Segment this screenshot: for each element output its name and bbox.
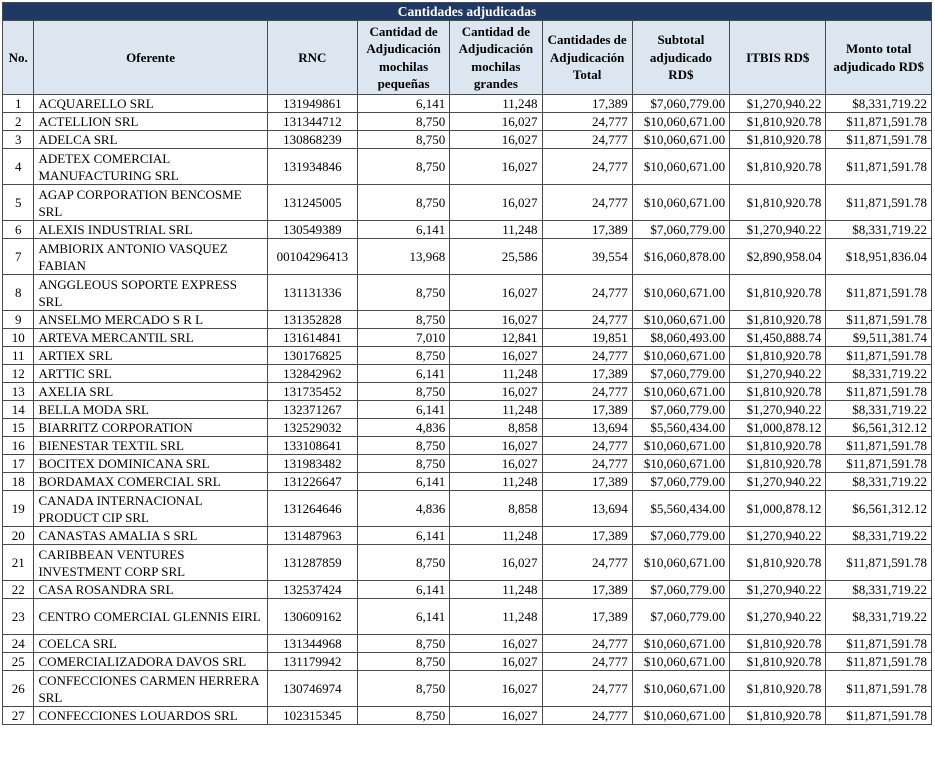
cell-no: 20 (3, 527, 34, 545)
cell-itbis: $1,270,940.22 (730, 401, 826, 419)
cell-large-qty: 16,027 (450, 149, 542, 185)
cell-oferente: ACQUARELLO SRL (34, 95, 267, 113)
cell-subtotal: $10,060,671.00 (632, 671, 729, 707)
cell-large-qty: 11,248 (450, 95, 542, 113)
cell-rnc: 132371267 (267, 401, 357, 419)
cell-total-amount: $8,331,719.22 (826, 599, 932, 635)
cell-small-qty: 6,141 (357, 221, 449, 239)
cell-oferente: ARTEVA MERCANTIL SRL (34, 329, 267, 347)
cell-itbis: $1,270,940.22 (730, 527, 826, 545)
cell-itbis: $1,000,878.12 (730, 419, 826, 437)
cell-total-amount: $11,871,591.78 (826, 275, 932, 311)
cell-subtotal: $7,060,779.00 (632, 581, 729, 599)
cell-itbis: $1,000,878.12 (730, 491, 826, 527)
cell-total-amount: $11,871,591.78 (826, 545, 932, 581)
cell-total-amount: $11,871,591.78 (826, 347, 932, 365)
cell-itbis: $2,890,958.04 (730, 239, 826, 275)
cell-oferente: ARTIEX SRL (34, 347, 267, 365)
cell-total-qty: 24,777 (542, 131, 632, 149)
cell-large-qty: 11,248 (450, 527, 542, 545)
cell-large-qty: 8,858 (450, 491, 542, 527)
cell-small-qty: 7,010 (357, 329, 449, 347)
cell-rnc: 131934846 (267, 149, 357, 185)
cell-total-amount: $6,561,312.12 (826, 491, 932, 527)
cell-total-amount: $11,871,591.78 (826, 383, 932, 401)
cell-subtotal: $10,060,671.00 (632, 347, 729, 365)
cell-oferente: AXELIA SRL (34, 383, 267, 401)
cell-itbis: $1,810,920.78 (730, 113, 826, 131)
cell-subtotal: $10,060,671.00 (632, 455, 729, 473)
cell-large-qty: 16,027 (450, 347, 542, 365)
cell-total-qty: 17,389 (542, 221, 632, 239)
cell-oferente: BOCITEX DOMINICANA SRL (34, 455, 267, 473)
cell-oferente: CONFECCIONES LOUARDOS SRL (34, 707, 267, 725)
cell-total-amount: $11,871,591.78 (826, 131, 932, 149)
cell-subtotal: $10,060,671.00 (632, 185, 729, 221)
cell-no: 14 (3, 401, 34, 419)
cell-total-qty: 24,777 (542, 311, 632, 329)
cell-total-qty: 13,694 (542, 491, 632, 527)
cell-rnc: 102315345 (267, 707, 357, 725)
cell-no: 12 (3, 365, 34, 383)
cell-small-qty: 6,141 (357, 401, 449, 419)
cell-small-qty: 8,750 (357, 149, 449, 185)
cell-total-amount: $11,871,591.78 (826, 455, 932, 473)
cell-total-qty: 24,777 (542, 113, 632, 131)
cell-oferente: CANASTAS AMALIA S SRL (34, 527, 267, 545)
cell-large-qty: 16,027 (450, 185, 542, 221)
cell-no: 1 (3, 95, 34, 113)
cell-oferente: ARTTIC SRL (34, 365, 267, 383)
cell-small-qty: 8,750 (357, 635, 449, 653)
cell-rnc: 131352828 (267, 311, 357, 329)
cell-oferente: BIENESTAR TEXTIL SRL (34, 437, 267, 455)
cell-no: 26 (3, 671, 34, 707)
cell-total-qty: 17,389 (542, 581, 632, 599)
cell-total-amount: $8,331,719.22 (826, 527, 932, 545)
cell-total-qty: 24,777 (542, 437, 632, 455)
cell-itbis: $1,810,920.78 (730, 455, 826, 473)
cell-large-qty: 11,248 (450, 473, 542, 491)
table-row (3, 527, 932, 545)
cell-total-qty: 17,389 (542, 599, 632, 635)
cell-total-amount: $8,331,719.22 (826, 473, 932, 491)
cell-total-qty: 17,389 (542, 95, 632, 113)
cell-total-amount: $11,871,591.78 (826, 113, 932, 131)
cell-subtotal: $7,060,779.00 (632, 95, 729, 113)
cell-no: 2 (3, 113, 34, 131)
cell-small-qty: 8,750 (357, 311, 449, 329)
cell-small-qty: 6,141 (357, 599, 449, 635)
cell-total-qty: 17,389 (542, 365, 632, 383)
cell-rnc: 130868239 (267, 131, 357, 149)
cell-large-qty: 16,027 (450, 635, 542, 653)
table-row (3, 185, 932, 221)
cell-total-qty: 24,777 (542, 455, 632, 473)
cell-oferente: CANADA INTERNACIONAL PRODUCT CIP SRL (34, 491, 267, 527)
cell-rnc: 130176825 (267, 347, 357, 365)
cell-large-qty: 16,027 (450, 545, 542, 581)
cell-rnc: 131245005 (267, 185, 357, 221)
cell-total-amount: $11,871,591.78 (826, 671, 932, 707)
cell-small-qty: 8,750 (357, 545, 449, 581)
cell-itbis: $1,450,888.74 (730, 329, 826, 347)
cell-subtotal: $10,060,671.00 (632, 545, 729, 581)
cell-no: 16 (3, 437, 34, 455)
cell-no: 21 (3, 545, 34, 581)
cell-total-amount: $11,871,591.78 (826, 707, 932, 725)
cell-large-qty: 16,027 (450, 275, 542, 311)
table-row (3, 635, 932, 653)
cell-subtotal: $10,060,671.00 (632, 149, 729, 185)
table-row (3, 419, 932, 437)
cell-rnc: 00104296413 (267, 239, 357, 275)
cell-large-qty: 16,027 (450, 437, 542, 455)
cell-rnc: 131226647 (267, 473, 357, 491)
cell-itbis: $1,810,920.78 (730, 131, 826, 149)
cell-subtotal: $10,060,671.00 (632, 635, 729, 653)
cell-itbis: $1,810,920.78 (730, 635, 826, 653)
cell-no: 27 (3, 707, 34, 725)
cell-subtotal: $16,060,878.00 (632, 239, 729, 275)
cell-total-amount: $8,331,719.22 (826, 221, 932, 239)
cell-small-qty: 8,750 (357, 671, 449, 707)
cell-subtotal: $10,060,671.00 (632, 707, 729, 725)
cell-subtotal: $10,060,671.00 (632, 311, 729, 329)
cell-subtotal: $7,060,779.00 (632, 599, 729, 635)
cell-no: 18 (3, 473, 34, 491)
cell-oferente: CASA ROSANDRA SRL (34, 581, 267, 599)
cell-small-qty: 6,141 (357, 473, 449, 491)
cell-large-qty: 16,027 (450, 707, 542, 725)
cell-total-amount: $6,561,312.12 (826, 419, 932, 437)
cell-subtotal: $7,060,779.00 (632, 473, 729, 491)
cell-small-qty: 8,750 (357, 383, 449, 401)
cell-itbis: $1,810,920.78 (730, 653, 826, 671)
cell-no: 3 (3, 131, 34, 149)
cell-no: 8 (3, 275, 34, 311)
cell-small-qty: 8,750 (357, 185, 449, 221)
cell-large-qty: 16,027 (450, 671, 542, 707)
cell-itbis: $1,810,920.78 (730, 671, 826, 707)
cell-itbis: $1,810,920.78 (730, 545, 826, 581)
cell-no: 15 (3, 419, 34, 437)
cell-itbis: $1,810,920.78 (730, 149, 826, 185)
cell-subtotal: $10,060,671.00 (632, 113, 729, 131)
cell-large-qty: 11,248 (450, 365, 542, 383)
cell-total-amount: $18,951,836.04 (826, 239, 932, 275)
cell-rnc: 131949861 (267, 95, 357, 113)
table-row (3, 707, 932, 725)
cell-total-qty: 13,694 (542, 419, 632, 437)
cell-large-qty: 16,027 (450, 653, 542, 671)
cell-no: 6 (3, 221, 34, 239)
cell-total-amount: $11,871,591.78 (826, 635, 932, 653)
cell-subtotal: $10,060,671.00 (632, 275, 729, 311)
cell-total-qty: 24,777 (542, 383, 632, 401)
cell-no: 13 (3, 383, 34, 401)
table-row (3, 95, 932, 113)
cell-small-qty: 13,968 (357, 239, 449, 275)
cell-subtotal: $7,060,779.00 (632, 527, 729, 545)
cell-oferente: BIARRITZ CORPORATION (34, 419, 267, 437)
cell-itbis: $1,270,940.22 (730, 365, 826, 383)
table-row (3, 437, 932, 455)
table-row (3, 329, 932, 347)
cell-no: 9 (3, 311, 34, 329)
cell-total-qty: 24,777 (542, 275, 632, 311)
table-row (3, 401, 932, 419)
cell-itbis: $1,810,920.78 (730, 707, 826, 725)
cell-total-amount: $9,511,381.74 (826, 329, 932, 347)
table-row (3, 491, 932, 527)
cell-no: 22 (3, 581, 34, 599)
cell-total-qty: 24,777 (542, 707, 632, 725)
cell-small-qty: 8,750 (357, 113, 449, 131)
table-row (3, 473, 932, 491)
cell-oferente: ADELCA SRL (34, 131, 267, 149)
table-row (3, 671, 932, 707)
cell-total-qty: 24,777 (542, 545, 632, 581)
cell-oferente: CARIBBEAN VENTURES INVESTMENT CORP SRL (34, 545, 267, 581)
cell-itbis: $1,810,920.78 (730, 275, 826, 311)
cell-total-qty: 24,777 (542, 185, 632, 221)
cell-itbis: $1,810,920.78 (730, 185, 826, 221)
cell-rnc: 130549389 (267, 221, 357, 239)
cell-itbis: $1,270,940.22 (730, 581, 826, 599)
table-title: Cantidades adjudicadas (3, 3, 932, 21)
cell-large-qty: 16,027 (450, 383, 542, 401)
cell-rnc: 133108641 (267, 437, 357, 455)
cell-rnc: 132842962 (267, 365, 357, 383)
cell-rnc: 130746974 (267, 671, 357, 707)
cell-total-amount: $11,871,591.78 (826, 653, 932, 671)
cell-oferente: BELLA MODA SRL (34, 401, 267, 419)
cell-small-qty: 6,141 (357, 365, 449, 383)
cell-total-amount: $11,871,591.78 (826, 311, 932, 329)
cell-rnc: 131131336 (267, 275, 357, 311)
cell-subtotal: $7,060,779.00 (632, 401, 729, 419)
cell-oferente: COMERCIALIZADORA DAVOS SRL (34, 653, 267, 671)
cell-oferente: CONFECCIONES CARMEN HERRERA SRL (34, 671, 267, 707)
cell-large-qty: 8,858 (450, 419, 542, 437)
cell-itbis: $1,270,940.22 (730, 599, 826, 635)
cell-oferente: CENTRO COMERCIAL GLENNIS EIRL (34, 599, 267, 635)
cell-small-qty: 8,750 (357, 131, 449, 149)
cell-total-amount: $11,871,591.78 (826, 149, 932, 185)
cell-rnc: 131983482 (267, 455, 357, 473)
cell-no: 25 (3, 653, 34, 671)
cell-large-qty: 16,027 (450, 311, 542, 329)
table-row (3, 239, 932, 275)
cell-subtotal: $8,060,493.00 (632, 329, 729, 347)
cell-small-qty: 8,750 (357, 275, 449, 311)
table-row (3, 221, 932, 239)
cell-no: 19 (3, 491, 34, 527)
cell-oferente: ADETEX COMERCIAL MANUFACTURING SRL (34, 149, 267, 185)
header-rnc: RNC (267, 21, 357, 95)
cell-total-qty: 39,554 (542, 239, 632, 275)
cell-small-qty: 6,141 (357, 95, 449, 113)
table-row (3, 545, 932, 581)
cell-large-qty: 16,027 (450, 113, 542, 131)
cell-no: 17 (3, 455, 34, 473)
cell-oferente: AMBIORIX ANTONIO VASQUEZ FABIAN (34, 239, 267, 275)
cell-small-qty: 6,141 (357, 581, 449, 599)
cell-total-qty: 24,777 (542, 149, 632, 185)
cell-rnc: 131614841 (267, 329, 357, 347)
header-small-backpacks: Cantidad de Adjudicación mochilas pequeñas (357, 21, 449, 95)
cell-no: 7 (3, 239, 34, 275)
cell-large-qty: 11,248 (450, 581, 542, 599)
table-row (3, 311, 932, 329)
cell-itbis: $1,270,940.22 (730, 95, 826, 113)
cell-oferente: COELCA SRL (34, 635, 267, 653)
table-row (3, 365, 932, 383)
cell-rnc: 131344712 (267, 113, 357, 131)
cell-rnc: 131735452 (267, 383, 357, 401)
cell-rnc: 131487963 (267, 527, 357, 545)
cell-oferente: ANSELMO MERCADO S R L (34, 311, 267, 329)
cell-total-qty: 24,777 (542, 653, 632, 671)
table-row (3, 455, 932, 473)
cell-total-amount: $8,331,719.22 (826, 581, 932, 599)
table-row (3, 131, 932, 149)
cell-large-qty: 12,841 (450, 329, 542, 347)
cell-total-amount: $11,871,591.78 (826, 437, 932, 455)
cell-large-qty: 16,027 (450, 131, 542, 149)
cell-subtotal: $10,060,671.00 (632, 383, 729, 401)
cell-total-qty: 24,777 (542, 635, 632, 653)
table-row (3, 653, 932, 671)
cell-subtotal: $10,060,671.00 (632, 653, 729, 671)
cell-no: 23 (3, 599, 34, 635)
header-itbis: ITBIS RD$ (730, 21, 826, 95)
table-body (3, 95, 932, 725)
header-oferente: Oferente (34, 21, 267, 95)
cell-total-qty: 17,389 (542, 473, 632, 491)
header-subtotal: Subtotal adjudicado RD$ (632, 21, 729, 95)
cell-no: 11 (3, 347, 34, 365)
cell-subtotal: $10,060,671.00 (632, 437, 729, 455)
cell-itbis: $1,810,920.78 (730, 347, 826, 365)
cell-small-qty: 8,750 (357, 653, 449, 671)
cell-small-qty: 6,141 (357, 527, 449, 545)
cell-rnc: 132529032 (267, 419, 357, 437)
cell-subtotal: $5,560,434.00 (632, 491, 729, 527)
header-no: No. (3, 21, 34, 95)
cell-no: 10 (3, 329, 34, 347)
cell-small-qty: 8,750 (357, 437, 449, 455)
cell-total-amount: $8,331,719.22 (826, 95, 932, 113)
cell-large-qty: 11,248 (450, 401, 542, 419)
cell-large-qty: 11,248 (450, 221, 542, 239)
cell-small-qty: 4,836 (357, 419, 449, 437)
table-row (3, 581, 932, 599)
cell-rnc: 131264646 (267, 491, 357, 527)
header-total-amount: Monto total adjudicado RD$ (826, 21, 932, 95)
cell-itbis: $1,270,940.22 (730, 473, 826, 491)
cell-subtotal: $7,060,779.00 (632, 221, 729, 239)
cell-small-qty: 8,750 (357, 347, 449, 365)
header-total-quantity: Cantidades de Adjudicación Total (542, 21, 632, 95)
cell-small-qty: 8,750 (357, 455, 449, 473)
cell-itbis: $1,810,920.78 (730, 383, 826, 401)
cell-oferente: ACTELLION SRL (34, 113, 267, 131)
cell-itbis: $1,810,920.78 (730, 311, 826, 329)
cell-total-qty: 24,777 (542, 671, 632, 707)
cell-total-amount: $8,331,719.22 (826, 365, 932, 383)
cell-total-amount: $8,331,719.22 (826, 401, 932, 419)
cell-no: 5 (3, 185, 34, 221)
cell-oferente: AGAP CORPORATION BENCOSME SRL (34, 185, 267, 221)
table-row (3, 383, 932, 401)
cell-rnc: 131179942 (267, 653, 357, 671)
cell-subtotal: $7,060,779.00 (632, 365, 729, 383)
cell-large-qty: 11,248 (450, 599, 542, 635)
cell-small-qty: 4,836 (357, 491, 449, 527)
cell-oferente: ALEXIS INDUSTRIAL SRL (34, 221, 267, 239)
cell-itbis: $1,270,940.22 (730, 221, 826, 239)
awarded-quantities-table (2, 2, 932, 725)
cell-no: 4 (3, 149, 34, 185)
cell-large-qty: 25,586 (450, 239, 542, 275)
cell-small-qty: 8,750 (357, 707, 449, 725)
table-row (3, 113, 932, 131)
cell-total-qty: 24,777 (542, 347, 632, 365)
cell-total-qty: 19,851 (542, 329, 632, 347)
cell-rnc: 130609162 (267, 599, 357, 635)
cell-no: 24 (3, 635, 34, 653)
cell-rnc: 131344968 (267, 635, 357, 653)
table-row (3, 149, 932, 185)
cell-oferente: BORDAMAX COMERCIAL SRL (34, 473, 267, 491)
cell-subtotal: $10,060,671.00 (632, 131, 729, 149)
header-large-backpacks: Cantidad de Adjudicación mochilas grandes (450, 21, 542, 95)
table-row (3, 347, 932, 365)
cell-total-amount: $11,871,591.78 (826, 185, 932, 221)
cell-total-qty: 17,389 (542, 401, 632, 419)
cell-rnc: 131287859 (267, 545, 357, 581)
table-row (3, 599, 932, 635)
cell-large-qty: 16,027 (450, 455, 542, 473)
cell-itbis: $1,810,920.78 (730, 437, 826, 455)
cell-total-qty: 17,389 (542, 527, 632, 545)
cell-oferente: ANGGLEOUS SOPORTE EXPRESS SRL (34, 275, 267, 311)
cell-subtotal: $5,560,434.00 (632, 419, 729, 437)
table-row (3, 275, 932, 311)
cell-rnc: 132537424 (267, 581, 357, 599)
